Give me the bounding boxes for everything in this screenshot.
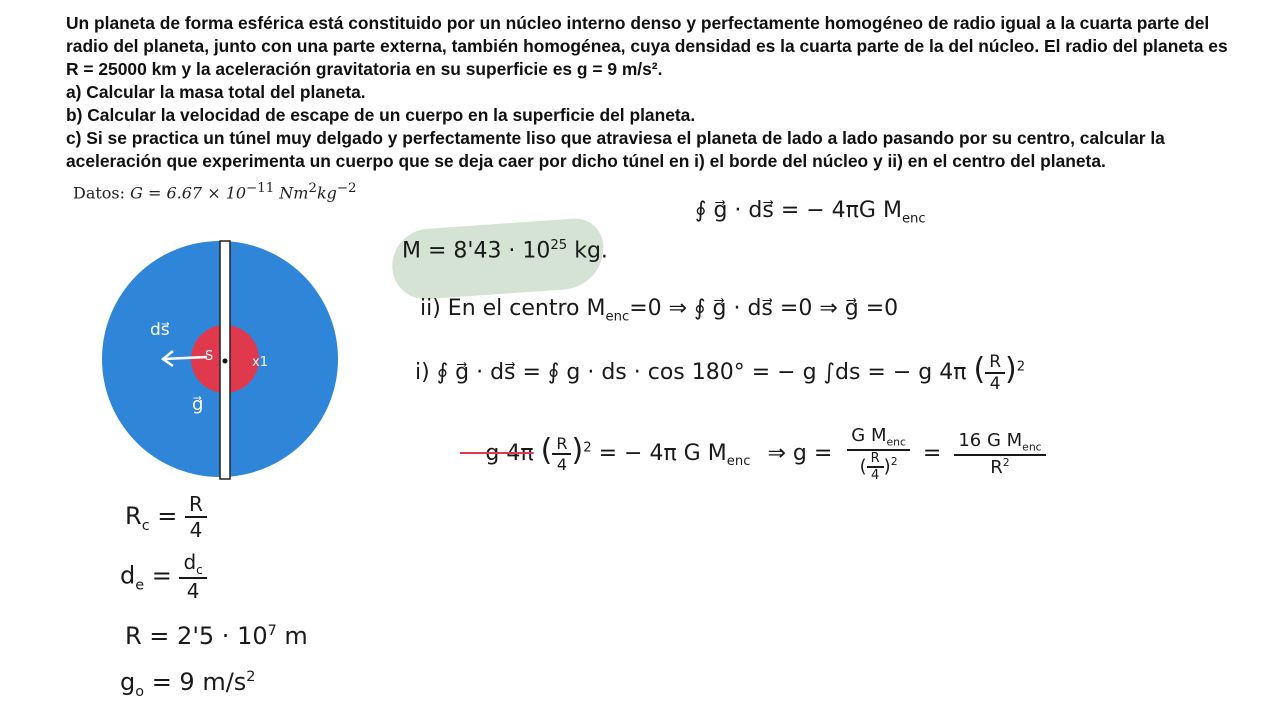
g0-value xyxy=(120,668,255,700)
de-den: 4 xyxy=(186,579,200,603)
f1-den-num: R xyxy=(867,451,884,468)
final-derivation: − g 4π ( $\frac{R}{4}$ )$^2$ = − 4π G $M_{enc}$ ⇒ g = G $M_{enc}$ ( $\frac{R}{4}$ )$^2$ = $\frac{16 G M_{enc}}{R^2}$ xyxy=(460,425,1046,483)
part-ii-line xyxy=(420,296,898,324)
gauss-law xyxy=(695,198,926,226)
final-mid: = − 4π G M xyxy=(598,440,727,466)
ii-sub: enc xyxy=(605,309,630,325)
final-arrow: ⇒ g = xyxy=(767,440,833,466)
datos-units2-exp: −2 xyxy=(336,181,357,196)
datos-units2: kg xyxy=(316,183,337,203)
f1-den-exp: 2 xyxy=(890,454,898,468)
ii-text: ii) En el centro M xyxy=(420,296,606,321)
de-sub: e xyxy=(135,577,145,594)
g0-line: g xyxy=(120,668,136,696)
i-text: i) ∮ g⃗ · ds⃗ = ∮ g · ds · cos 180° = − g ∫ds = − g 4π xyxy=(415,360,967,385)
mass-unit: kg. xyxy=(574,238,608,264)
de-num: d xyxy=(183,550,197,574)
de-left: d xyxy=(120,561,136,590)
datos-G: G = 6.67 × 10 xyxy=(130,183,247,203)
planet-diagram xyxy=(95,235,350,485)
R-line: R = 2'5 · 10 xyxy=(125,622,268,650)
mass-value: M = 8'43 · 10 xyxy=(402,238,551,264)
f2-num-sub: enc xyxy=(1022,440,1042,454)
problem-statement xyxy=(66,12,1236,173)
de-num-sub: c xyxy=(196,563,203,577)
gauss-sub: enc xyxy=(901,211,926,227)
g0-rest: = 9 m/s xyxy=(151,668,247,696)
given-data xyxy=(73,181,357,202)
problem-part-a: a) Calcular la masa total del planeta. xyxy=(66,82,366,102)
radius-value xyxy=(125,622,308,650)
datos-units-exp: 2 xyxy=(308,181,317,196)
final-frac-num: R xyxy=(552,434,571,455)
de-relation: $d_e$ = $\frac{d_c}{4}$ xyxy=(120,550,207,603)
R-exp: 7 xyxy=(267,623,277,639)
final-frac-den: 4 xyxy=(556,454,568,474)
R-unit: m xyxy=(284,622,308,650)
g-label: g⃗ xyxy=(192,394,204,415)
ii-rest: =0 ⇒ ∮ g⃗ · ds⃗ =0 ⇒ g⃗ =0 xyxy=(629,296,899,321)
g0-sub: o xyxy=(135,683,145,700)
mass-result xyxy=(402,238,608,263)
f2-num: 16 G M xyxy=(958,430,1023,451)
rc-num: R xyxy=(185,492,207,518)
center-dot xyxy=(223,359,228,364)
i-exp: 2 xyxy=(1016,359,1026,375)
f1-num-sub: enc xyxy=(886,435,906,449)
datos-units: Nm xyxy=(279,183,309,203)
problem-part-c: c) Si se practica un túnel muy delgado y perfectamente liso que atraviesa el planeta de lado a lado pasando por su centro, calcular la aceleración que experimenta un cuerpo que se deja caer por dicho túnel en i) el borde del núcleo y ii) en el centro del planeta. xyxy=(66,128,1165,171)
problem-part-b: b) Calcular la velocidad de escape de un cuerpo en la superficie del planeta. xyxy=(66,105,696,125)
ds-label: ds⃗ xyxy=(150,320,170,340)
datos-G-exp: −11 xyxy=(246,181,275,196)
part-i-line: i) ∮ g⃗ · ds⃗ = ∮ g · ds · cos 180° = − g ∫ds = − g 4π ( $\frac{R}{4}$ )$^2$ xyxy=(415,352,1026,394)
rc-left: R xyxy=(125,502,142,530)
f1-den-den: 4 xyxy=(871,467,880,483)
final-left: − g 4π xyxy=(460,440,534,466)
s-label: S xyxy=(205,349,214,364)
datos-label: Datos: xyxy=(73,183,126,203)
final-sub: enc xyxy=(726,454,751,470)
f1-num: G M xyxy=(851,425,887,446)
x-label: x1 xyxy=(252,355,268,370)
mass-exp: 25 xyxy=(550,238,568,253)
rc-den: 4 xyxy=(189,518,203,542)
f2-den: R xyxy=(990,456,1003,478)
rc-sub: c xyxy=(141,517,150,534)
f2-den-exp: 2 xyxy=(1002,455,1010,469)
i-frac-den: 4 xyxy=(989,374,1001,394)
gauss-text: ∮ g⃗ · ds⃗ = − 4πG M xyxy=(695,198,902,223)
rc-relation: $R_c$ = $\frac{R}{4}$ xyxy=(125,492,207,542)
problem-intro: Un planeta de forma esférica está constituido por un núcleo interno denso y perfectamente homogéneo de radio igual a la cuarta parte del radio del planeta, junto con una parte externa, también homogénea, cuya densidad es la cuarta parte de la del núcleo. El radio del planeta es R = 25000 km y la aceleración gravitatoria en su superficie es g = 9 m/s². xyxy=(66,13,1228,79)
g0-exp: 2 xyxy=(246,669,256,685)
final-exp: 2 xyxy=(583,440,592,456)
i-frac-num: R xyxy=(985,352,1005,374)
